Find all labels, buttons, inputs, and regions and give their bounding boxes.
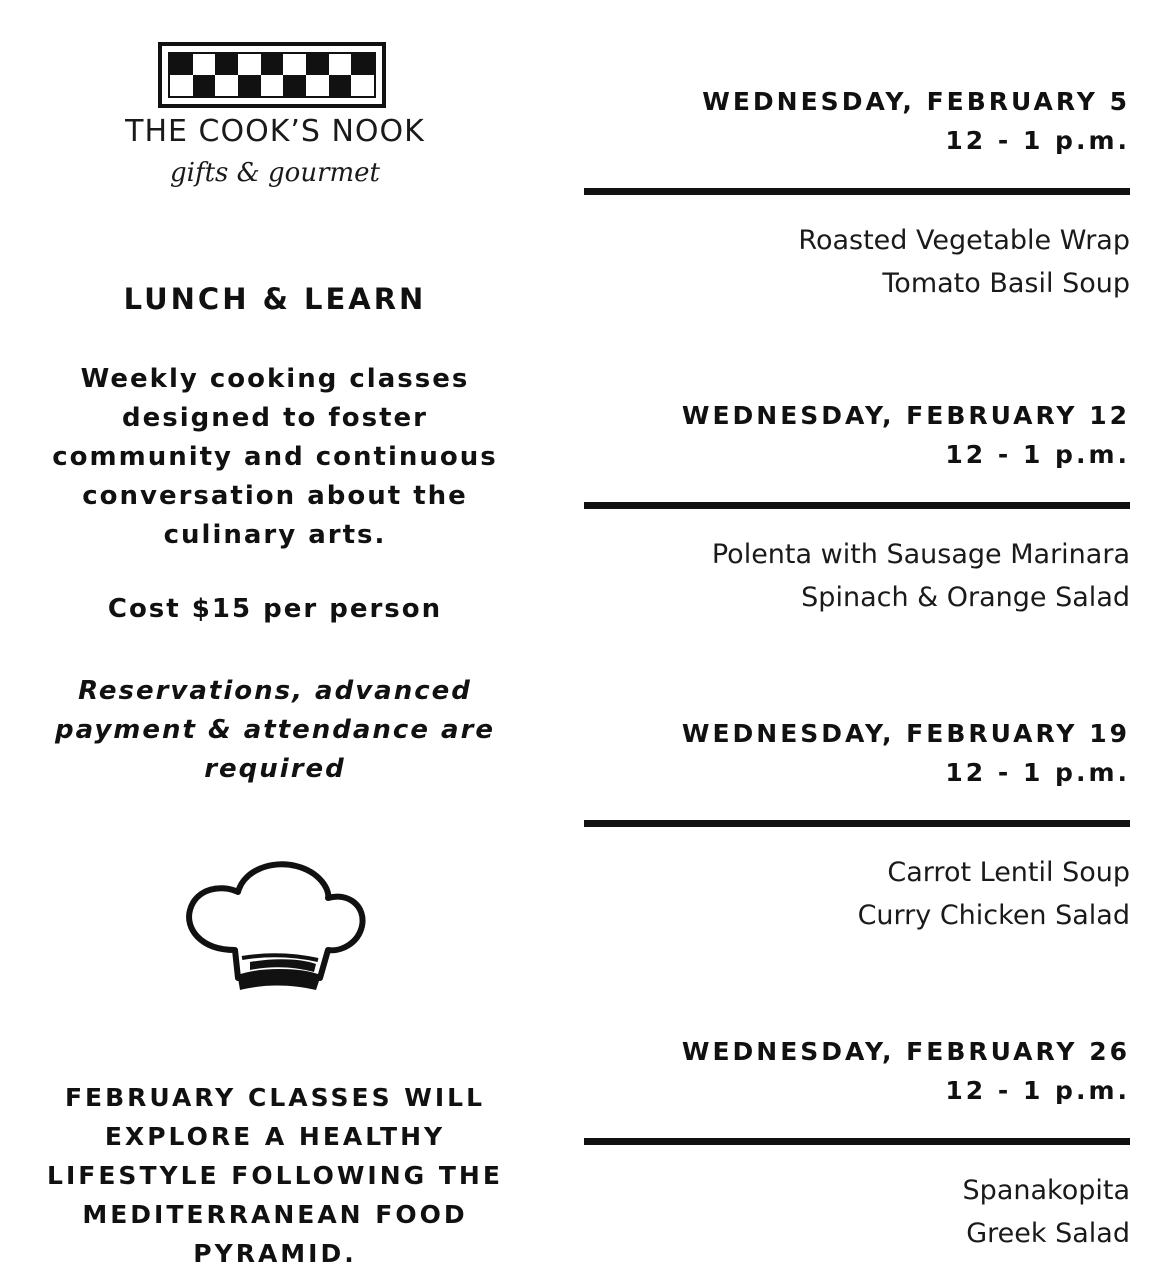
event-feb-26 — [584, 1032, 1130, 1255]
menu-item: Spinach & Orange Salad — [801, 582, 1130, 613]
checkered-banner-icon — [158, 42, 386, 108]
cooks-nook-logo — [108, 40, 442, 215]
menu-item: Curry Chicken Salad — [857, 900, 1130, 931]
menu-item: Spanakopita — [962, 1175, 1130, 1206]
event-feb-5 — [584, 82, 1130, 305]
menu-item: Polenta with Sausage Marinara — [711, 539, 1130, 570]
event-date: WEDNESDAY, FEBRUARY 5 — [702, 87, 1130, 116]
event-date: WEDNESDAY, FEBRUARY 26 — [681, 1037, 1130, 1066]
event-date: WEDNESDAY, FEBRUARY 19 — [681, 719, 1130, 748]
menu-item: Carrot Lentil Soup — [887, 857, 1130, 888]
cost-text: Cost $15 per person — [107, 594, 443, 624]
menu-item: Tomato Basil Soup — [882, 268, 1130, 299]
divider — [584, 188, 1130, 195]
event-time: 12 - 1 p.m. — [945, 1076, 1130, 1105]
event-time: 12 - 1 p.m. — [945, 126, 1130, 155]
divider — [584, 1138, 1130, 1145]
event-menu — [584, 851, 1130, 937]
february-theme-note: FEBRUARY CLASSES WILL EXPLORE A HEALTHY LIFESTYLE FOLLOWING THE MEDITERRANEAN FOOD PYRAMID. — [47, 1083, 503, 1268]
reservation-note: Reservations, advanced payment & attendance are required — [54, 676, 496, 784]
event-feb-12 — [584, 396, 1130, 619]
event-menu — [584, 1169, 1130, 1255]
chef-hat-icon — [180, 858, 370, 998]
class-description: Weekly cooking classes designed to foster community and continuous conversation about the culinary arts. — [52, 364, 498, 550]
menu-item: Roasted Vegetable Wrap — [798, 225, 1130, 256]
event-time: 12 - 1 p.m. — [945, 440, 1130, 469]
logo-tagline: gifts & gourmet — [169, 158, 380, 188]
menu-item: Greek Salad — [966, 1218, 1130, 1249]
logo-name: THE COOK’S NOOK — [125, 114, 425, 149]
event-time: 12 - 1 p.m. — [945, 758, 1130, 787]
event-date: WEDNESDAY, FEBRUARY 12 — [681, 401, 1130, 430]
divider — [584, 820, 1130, 827]
event-feb-19 — [584, 714, 1130, 937]
event-menu — [584, 219, 1130, 305]
event-menu — [584, 533, 1130, 619]
page-title: LUNCH & LEARN — [123, 282, 427, 316]
left-column — [0, 0, 550, 1285]
divider — [584, 502, 1130, 509]
